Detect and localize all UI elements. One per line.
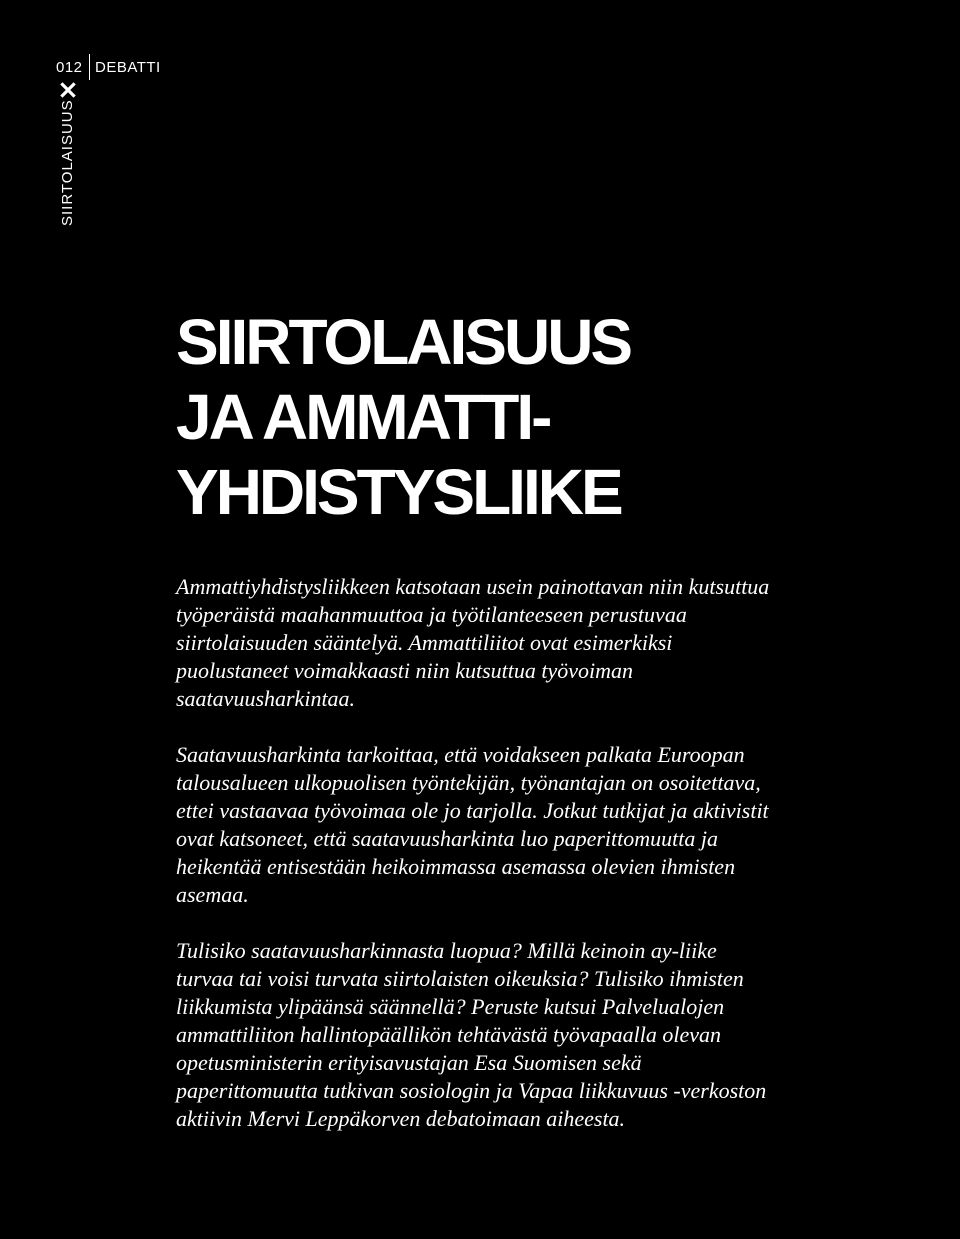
article-title bbox=[176, 305, 630, 530]
vertical-section-label: SIIRTOLAISUUS bbox=[59, 99, 76, 226]
page-number: 012 bbox=[56, 59, 83, 76]
paragraph-explanation: Saatavuusharkinta tarkoittaa, että voidakseen palkata Euroopan talousalueen ulkopuolisen työntekijän, työnantajan on osoitettava, ettei vastaavaa työvoimaa ole jo tarjolla. Jotkut tutkijat ja aktivistit ovat katsoneet, että saatavuusharkinta luo paperittomuutta ja heikentää entisestään heikoimmassa asemassa olevien ihmisten asemaa. bbox=[176, 742, 769, 907]
title-line-2: JA AMMATTI- bbox=[176, 381, 550, 453]
section-label: DEBATTI bbox=[95, 59, 161, 76]
title-line-3: YHDISTYSLIIKE bbox=[176, 456, 621, 528]
close-x-icon bbox=[60, 82, 76, 98]
paragraph-questions: Tulisiko saatavuusharkinnasta luopua? Millä keinoin ay-liike turvaa tai voisi turvata siirtolaisten oikeuksia? Tulisiko ihmisten liikkumista ylipäänsä säännellä? Peruste kutsui Palvelualojen ammattiliiton hallintopäällikön tehtävästä työvapaalla olevan opetusministerin erityisavustajan Esa Suomisen sekä paperittomuutta tutkivan sosiologin ja Vapaa liikkuvuus -verkoston aktiivin Mervi Leppäkorven debatoimaan aiheesta. bbox=[176, 938, 767, 1131]
header-divider bbox=[89, 54, 90, 80]
title-line-1: SIIRTOLAISUUS bbox=[176, 306, 631, 378]
paragraph-intro: Ammattiyhdistysliikkeen katsotaan usein painottavan niin kutsuttua työperäistä maahanmuuttoa ja työtilanteeseen perustuvaa siirtolaisuuden sääntelyä. Ammattiliitot ovat esimerkiksi puolustaneet voimakkaasti niin kutsuttua työvoiman saatavuusharkintaa. bbox=[176, 574, 770, 711]
article-body bbox=[176, 573, 776, 1161]
